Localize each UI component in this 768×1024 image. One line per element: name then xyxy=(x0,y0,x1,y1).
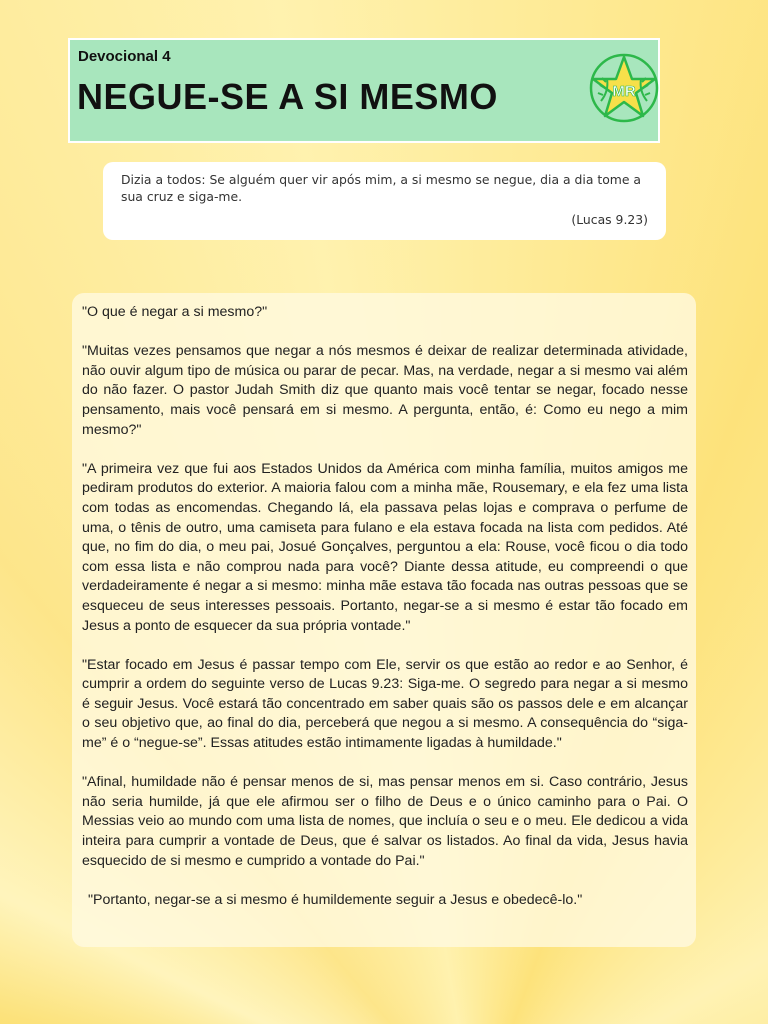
bible-verse-card xyxy=(103,162,666,240)
logo-text: MR xyxy=(612,83,636,100)
body-paragraph: "Estar focado em Jesus é passar tempo com Ele, servir os que estão ao redor e ao Senhor, é cumprir a ordem do seguinte verso de Lucas 9.23: Siga-me. O segredo para negar a si mesmo é seguir Jesus. Você estará tão concentrado em saber quais são os passos dele e em alcançar o seu objetivo que, ao final do dia, perceberá que negou a si mesmo. A consequência do “siga-me” é o “negue-se”. Essas atitudes estão intimamente ligadas à humildade." xyxy=(82,656,688,752)
header-banner xyxy=(68,38,660,143)
star-logo-icon xyxy=(587,51,661,125)
opening-question: "O que é negar a si mesmo?" xyxy=(82,304,268,320)
body-paragraph: "Afinal, humildade não é pensar menos de si, mas pensar menos em si. Caso contrário, Jesus não seria humilde, já que ele afirmou ser o filho de Deus e o único caminho para o Pai. O Messias veio ao mundo com uma lista de nomes, que incluía o seu e o meu. Ele dedicou a vida inteira para cumprir a vontade de Deus, que é salvar os listados. Ao final da vida, Jesus havia esquecido de si mesmo e cumprido a vontade do Pai." xyxy=(82,774,688,869)
page-title: NEGUE-SE A SI MESMO xyxy=(77,76,498,117)
body-paragraph: "Muitas vezes pensamos que negar a nós mesmos é deixar de realizar determinada atividade, não ouvir algum tipo de música ou parar de pecar. Mas, na verdade, negar a si mesmo vai além do não fazer. O pastor Judah Smith diz que quanto mais você tentar se negar, focado nesse pensamento, mais você pensará em si mesmo. A pergunta, então, é: Como eu nego a mim mesmo?" xyxy=(82,343,688,438)
closing-statement: "Portanto, negar-se a si mesmo é humildemente seguir a Jesus e obedecê-lo." xyxy=(88,891,583,908)
devotional-number: Devocional 4 xyxy=(78,48,171,65)
devotional-body xyxy=(72,293,696,947)
verse-reference: (Lucas 9.23) xyxy=(571,212,648,227)
verse-text: Dizia a todos: Se alguém quer vir após mim, a si mesmo se negue, dia a dia tome a sua cruz e siga-me. xyxy=(121,172,642,204)
body-paragraph: "A primeira vez que fui aos Estados Unidos da América com minha família, muitos amigos me pediram produtos do exterior. A maioria falou com a minha mãe, Rousemary, e ela fez uma lista com todas as encomendas. Chegando lá, ela passava pelas lojas e comprava o perfume de uma, o tênis de outro, uma camiseta para fulano e ela estava focada na lista com pedidos. Até que, no fim do dia, o meu pai, Josué Gonçalves, perguntou a ela: Rouse, você ficou o dia todo com essa lista e não comprou nada para você? Diante dessa atitude, eu compreendi o que verdadeiramente é negar a si mesmo: minha mãe estava tão focada nas outras pessoas que se esqueceu de seus interesses pessoais. Portanto, negar-se a si mesmo é estar tão focado em Jesus a ponto de esquecer da sua própria vontade." xyxy=(82,460,688,634)
